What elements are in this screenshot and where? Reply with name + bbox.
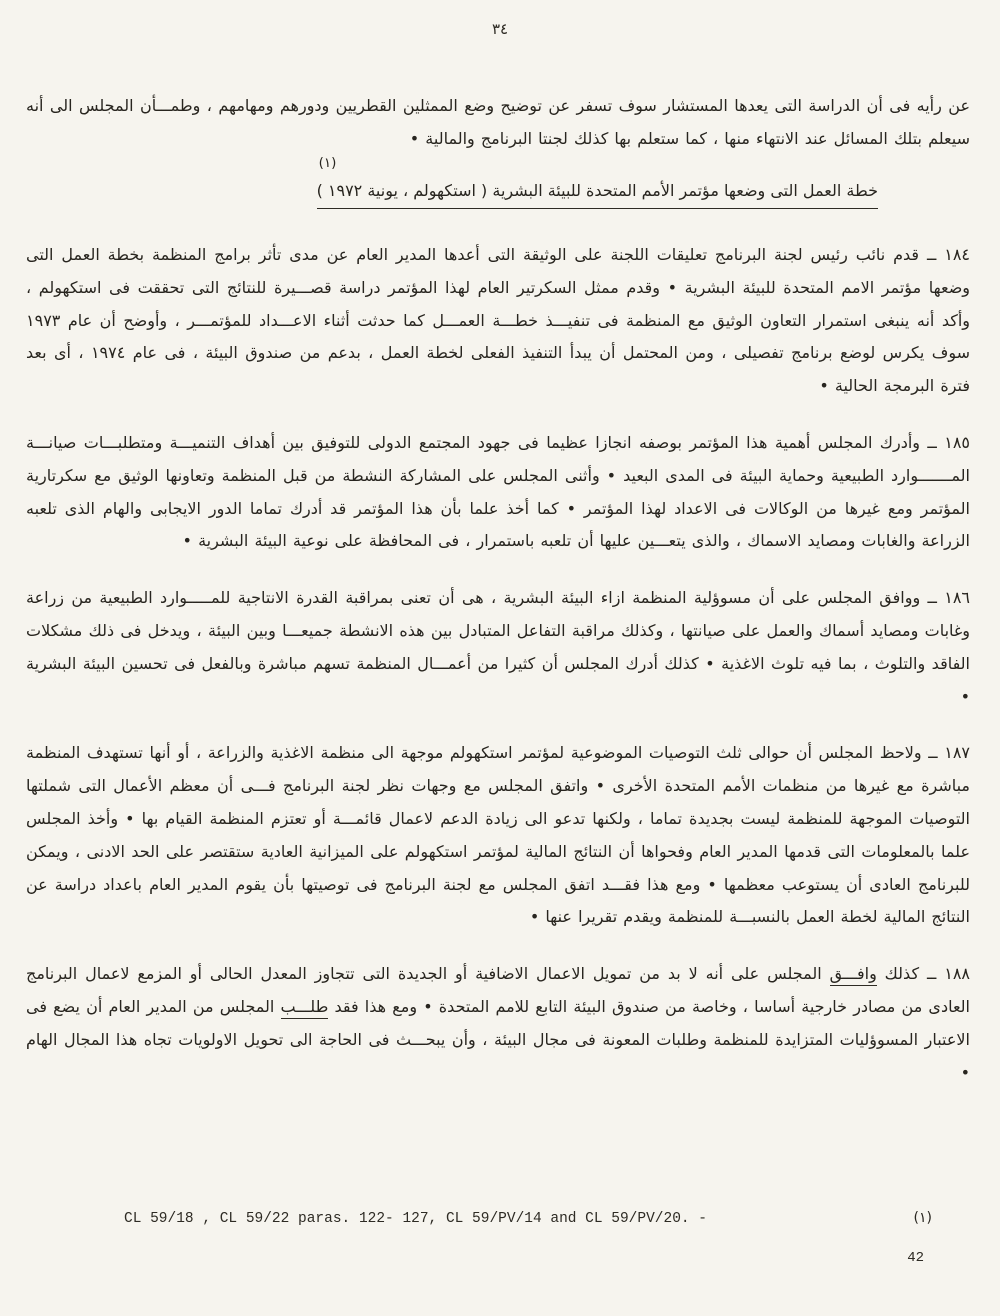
paragraph-text: ١٨٤ ــ قدم نائب رئيس لجنة البرنامج تعليقات اللجنة على الوثيقة التى أعدها المدير العام عن مدى تأثر برامج المنظمة بخطة العمل التى وضعها مؤتمر الامم المتحدة للبيئة البشرية • وقدم ممثل السكرتير العام لهذا المؤتمر دراسة قصـــيرة للنتائج التى تحققت فى استكهولم ، وأكد أنه ينبغى استمرار التعاون الوثيق مع المنظمة فى تنفيـــذ خطـــة العمـــل كما حدثت أثناء الاعـــداد للمؤتمـــر ، وأوضح أن عام ١٩٧٣ سوف يكرس لوضع برنامج تفصيلى ، ومن المحتمل أن يبدأ التنفيذ الفعلى لخطة العمل ، بدعم من صندوق البيئة ، فى عام ١٩٧٤ ، أى بعد فترة البرمجة الحالية •	[26, 244, 970, 396]
paragraph-١٨٦	[26, 582, 970, 713]
footnote-marker: (١)	[913, 1210, 932, 1226]
section-heading-row	[26, 154, 878, 209]
page-number-top: ٣٤	[491, 20, 509, 38]
document-body	[26, 90, 970, 1113]
heading-text: خطة العمل التى وضعها مؤتمر الأمم المتحدة للبيئة البشرية ( استكهولم ، يونية ١٩٧٢ )	[317, 180, 878, 209]
paragraph-text: المجلس من المدير العام أن يضع فى الاعتبار المسوؤليات المتزايدة للمنظمة وطلبات المعونة فى مجال البيئة ، وأن يبحـــث فى الحاجة الى تحويل الاولويات تجاه هذا المجال الهام •	[26, 996, 970, 1082]
paragraph-text: ١٨٥ ــ وأدرك المجلس أهمية هذا المؤتمر بوصفه انجازا عظيما فى جهود المجتمع الدولى للتوفيق بين أهداف التنميـــة ومتطلبـــات صيانـــة المـــــــوارد الطبيعية وحماية البيئة فى المدى البعيد • وأثنى المجلس على المشاركة النشطة من قبل المنظمة وتعاونها الوثيق مع سكرتارية المؤتمر ومع غيرها من الوكالات فى الاعداد لهذا المؤتمر • كما أخذ علما بأن هذا المؤتمر قد أدرك تماما الدور الايجابى والهام الذى تلعبه الزراعة والغابات ومصايد الاسماك ، والذى يتعـــين عليها أن تلعبه باستمرار ، فى المحافظة على نوعية البيئة البشرية •	[26, 432, 970, 551]
paragraph-١٨٥	[26, 427, 970, 558]
section-heading	[316, 154, 878, 209]
page-number-bottom: 42	[907, 1250, 924, 1266]
paragraph-text: ١٨٧ ــ ولاحظ المجلس أن حوالى ثلث التوصيات الموضوعية لمؤتمر استكهولم موجهة الى منظمة الاغذية والزراعة ، أو أنها تستهدف المنظمة مباشرة مع غيرها من منظمات الأمم المتحدة الأخرى • واتفق المجلس مع وجهات نظر لجنة البرنامج فـــى أن معظم الأعمال التى شملتها التوصيات الموجهة للمنظمة ليست بجديدة تماما ، ولكنها تدعو الى زيادة الدعم لاعمال قائمـــة أو تعتزم المنظمة القيام بها • وأخذ المجلس علما بالمعلومات التى قدمها المدير العام وفحواها أن النتائج المالية لمؤتمر استكهولم على الميزانية العادية ستقتصر على الحد الادنى ، ويمكن للبرنامج العادى أن يستوعب معظمها • ومع هذا فقـــد اتفق المجلس مع لجنة البرنامج فى توصيتها بأن يقوم المدير العام باعداد دراسة عن النتائج المالية لخطة العمل بالنسبـــة للمنظمة ويقدم تقريرا عنها •	[26, 743, 970, 927]
paragraph-text: ١٨٨ ــ كذلك	[876, 964, 970, 984]
paragraph-١٨٧	[26, 737, 970, 934]
paragraph-١٨٤	[26, 239, 970, 403]
intro-paragraph: عن رأيه فى أن الدراسة التى يعدها المستشار سوف تسفر عن توضيح وضع الممثلين القطريين ودورهم ومهامهم ، وطمـــأن المجلس الى أنه سيعلم بتلك المسائل عند الانتهاء منها ، كما ستعلم بها كذلك لجنتا البرنامج والمالية •	[26, 96, 970, 148]
paragraph-text: ١٨٦ ــ ووافق المجلس على أن مسوؤلية المنظمة ازاء البيئة البشرية ، هى أن تعنى بمراقبة القدرة الانتاجية للمـــــوارد الطبيعية من زراعة وغابات ومصايد أسماك والعمل على صيانتها ، وكذلك مراقبة التفاعل المتبادل بين هذه الانشطة جميعـــا وبين البيئة ، ويدخل فى ذلك مشكلات الفاقد والتلوث ، بما فيه تلوث الاغذية • كذلك أدرك المجلس أن كثيرا من أعمـــال المنظمة تسهم مباشرة وبالفعل فى تحسين البيئة البشرية •	[26, 588, 970, 706]
numbered-paragraphs	[26, 239, 970, 1089]
footnote-reference: CL 59/18 , CL 59/22 paras. 122- 127, CL 59/PV/14 and CL 59/PV/20. -	[124, 1211, 707, 1227]
underlined-word: طلـــب	[281, 997, 329, 1019]
paragraph-١٨٨	[26, 958, 970, 1089]
footnote	[0, 1210, 1000, 1236]
paragraph-text: المجلس على أنه لا بد من تمويل الاعمال الاضافية أو الجديدة التى تتجاوز المعدل الحالى أو المزمع لاعمال البرنامج العادى من مصادر خارجية أساسا ، وخاصة من صندوق البيئة التابع للامم المتحدة • ومع هذا فقد	[26, 964, 970, 1016]
underlined-word: وافـــق	[830, 964, 877, 986]
heading-footnote-marker: (١)	[318, 154, 337, 171]
